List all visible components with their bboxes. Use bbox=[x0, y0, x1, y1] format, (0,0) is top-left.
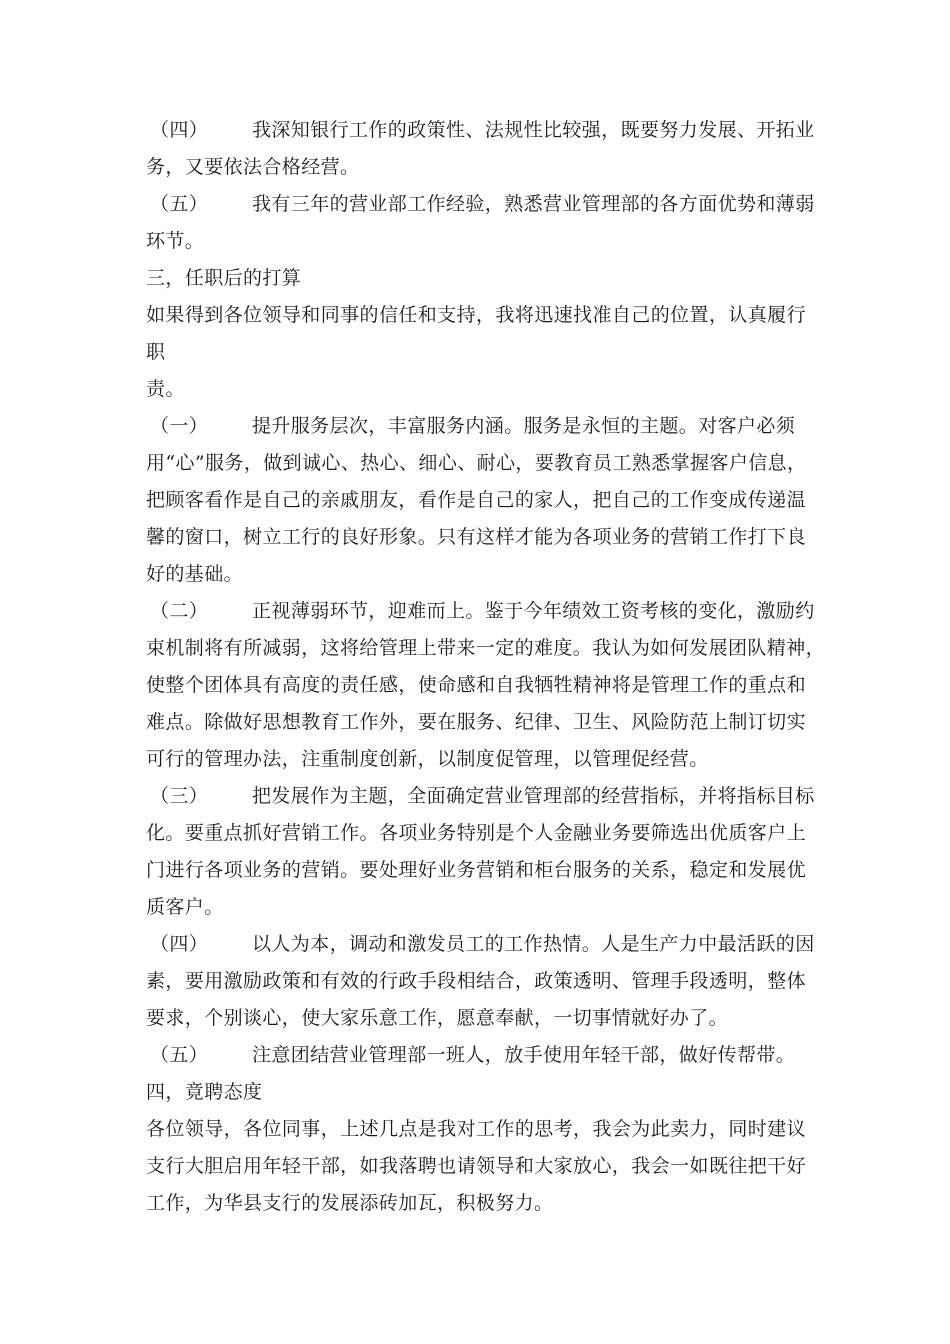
item-first-line bbox=[146, 1037, 806, 1074]
item-number: （五） bbox=[150, 193, 209, 215]
section-heading bbox=[146, 260, 806, 297]
item-first-line bbox=[146, 112, 815, 149]
text-line: 要求，个别谈心，使大家乐意工作，愿意奉献，一切事情就好办了。 bbox=[146, 1007, 729, 1029]
item-number: （四） bbox=[150, 119, 209, 141]
numbered-item bbox=[146, 408, 806, 593]
item-first-line bbox=[146, 408, 806, 445]
paragraph bbox=[146, 297, 806, 408]
text-line: 各位领导，各位同事，上述几点是我对工作的思考，我会为此卖力，同时建议 bbox=[146, 1118, 806, 1140]
item-number: （三） bbox=[150, 785, 209, 807]
text-line: 支行大胆启用年轻干部，如我落聘也请领导和大家放心，我会一如既往把干好 bbox=[146, 1155, 806, 1177]
text-line: 化。要重点抓好营销工作。各项业务特别是个人金融业务要筛选出优质客户上 bbox=[146, 822, 806, 844]
text-line: 如果得到各位领导和同事的信任和支持，我将迅速找准自己的位置，认真履行 bbox=[146, 304, 806, 326]
section-heading bbox=[146, 1074, 806, 1111]
text-line: 馨的窗口，树立工行的良好形象。只有这样才能为各项业务的营销工作打下良 bbox=[146, 526, 806, 548]
text-line: 质客户。 bbox=[146, 896, 224, 918]
item-text-line: 提升服务层次，丰富服务内涵。服务是永恒的主题。对客户必须 bbox=[252, 415, 796, 437]
text-line: 责。 bbox=[146, 378, 185, 400]
text-line: 工作，为华县支行的发展添砖加瓦，积极努力。 bbox=[146, 1192, 554, 1214]
text-line: 用“心”服务，做到诚心、热心、细心、耐心，要教育员工熟悉掌握客户信息， bbox=[146, 452, 807, 474]
text-line: 把顾客看作是自己的亲戚朋友，看作是自己的家人，把自己的工作变成传递温 bbox=[146, 489, 806, 511]
numbered-item bbox=[146, 926, 815, 1037]
item-text-line: 我有三年的营业部工作经验，熟悉营业管理部的各方面优势和薄弱 bbox=[252, 193, 815, 215]
numbered-item bbox=[146, 1037, 806, 1074]
text-line: 束机制将有所减弱，这将给管理上带来一定的难度。我认为如何发展团队精神， bbox=[146, 637, 826, 659]
text-line: 素，要用激励政策和有效的行政手段相结合，政策透明、管理手段透明，整体 bbox=[146, 970, 806, 992]
item-text-line: 以人为本，调动和激发员工的工作热情。人是生产力中最活跃的因 bbox=[252, 933, 815, 955]
item-number: （一） bbox=[150, 415, 209, 437]
item-text-line: 把发展作为主题，全面确定营业管理部的经营指标，并将指标目标 bbox=[252, 785, 815, 807]
text-line: 务，又要依法合格经营。 bbox=[146, 156, 360, 178]
text-line: 门进行各项业务的营销。要处理好业务营销和柜台服务的关系，稳定和发展优 bbox=[146, 859, 806, 881]
item-number: （二） bbox=[150, 600, 209, 622]
item-text-line: 注意团结营业管理部一班人，放手使用年轻干部，做好传帮带。 bbox=[252, 1044, 796, 1066]
numbered-item bbox=[146, 112, 815, 186]
text-line: 可行的管理办法，注重制度创新，以制度促管理，以管理促经营。 bbox=[146, 748, 709, 770]
text-line: 环节。 bbox=[146, 230, 205, 252]
numbered-item bbox=[146, 593, 826, 778]
numbered-item bbox=[146, 778, 815, 926]
item-number: （五） bbox=[150, 1044, 209, 1066]
item-first-line bbox=[146, 186, 815, 223]
item-first-line bbox=[146, 926, 815, 963]
text-line: 四，竟聘态度 bbox=[146, 1081, 263, 1103]
document-body bbox=[146, 112, 826, 1222]
item-number: （四） bbox=[150, 933, 209, 955]
item-first-line bbox=[146, 778, 815, 815]
text-line: 三，任职后的打算 bbox=[146, 267, 302, 289]
text-line: 职 bbox=[146, 341, 166, 363]
text-line: 好的基础。 bbox=[146, 563, 244, 585]
numbered-item bbox=[146, 186, 815, 260]
paragraph bbox=[146, 1111, 806, 1222]
item-text-line: 正视薄弱环节，迎难而上。鉴于今年绩效工资考核的变化，激励约 bbox=[252, 600, 815, 622]
text-line: 使整个团体具有高度的责任感，使命感和自我牺牲精神将是管理工作的重点和 bbox=[146, 674, 806, 696]
item-first-line bbox=[146, 593, 815, 630]
text-line: 难点。除做好思想教育工作外，要在服务、纪律、卫生、风险防范上制订切实 bbox=[146, 711, 806, 733]
item-text-line: 我深知银行工作的政策性、法规性比较强，既要努力发展、开拓业 bbox=[252, 119, 815, 141]
